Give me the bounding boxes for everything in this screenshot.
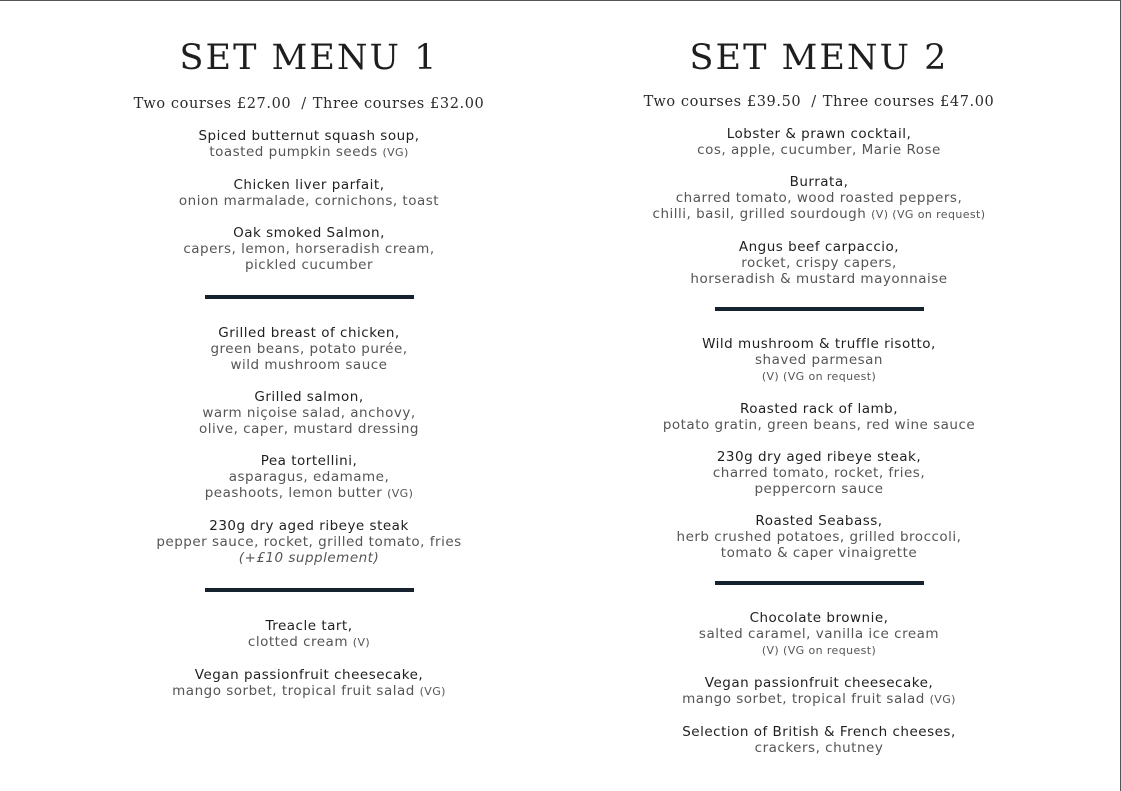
dish-name: Vegan passionfruit cheesecake, bbox=[704, 675, 934, 691]
menu-title: SET MENU 2 bbox=[689, 38, 949, 78]
dish-description-text: onion marmalade, cornichons, toast bbox=[178, 193, 440, 209]
dish-description bbox=[609, 142, 1029, 158]
dish-description-text: clotted cream bbox=[247, 634, 348, 650]
dish-name: Grilled salmon, bbox=[254, 389, 364, 405]
dish-description-text: capers, lemon, horseradish cream, bbox=[183, 241, 435, 257]
dish-name: Selection of British & French cheeses, bbox=[682, 724, 956, 740]
dish-description-text: chilli, basil, grilled sourdough bbox=[652, 206, 867, 222]
course-section bbox=[99, 128, 519, 273]
dish-description-text: mango sorbet, tropical fruit salad bbox=[682, 691, 925, 707]
dish-description-text: peppercorn sauce bbox=[754, 481, 884, 497]
dish-description bbox=[609, 271, 1029, 287]
dietary-tag: (VG) bbox=[382, 146, 409, 159]
dietary-tag: (V) bbox=[352, 636, 371, 649]
menu-title: SET MENU 1 bbox=[179, 38, 439, 78]
course-section bbox=[609, 610, 1029, 756]
dish-name: Spiced butternut squash soup, bbox=[198, 128, 420, 144]
dish-description bbox=[609, 545, 1029, 561]
price-separator: / bbox=[811, 94, 817, 110]
course-divider bbox=[715, 307, 924, 311]
course-section bbox=[609, 126, 1029, 287]
menu-prices bbox=[609, 92, 1029, 112]
three-course-price: Three courses £47.00 bbox=[822, 94, 995, 110]
dish-description bbox=[99, 421, 519, 437]
menu-dish bbox=[99, 177, 519, 209]
menu-dish bbox=[609, 174, 1029, 223]
dish-name: Angus beef carpaccio, bbox=[738, 239, 900, 255]
dish-description-text: wild mushroom sauce bbox=[230, 357, 388, 373]
dish-description bbox=[99, 341, 519, 357]
menu-dish bbox=[609, 336, 1029, 385]
dish-description bbox=[609, 368, 1029, 385]
dish-description bbox=[609, 626, 1029, 642]
dish-description-text: cos, apple, cucumber, Marie Rose bbox=[697, 142, 941, 158]
dish-description bbox=[609, 740, 1029, 756]
menu-dish bbox=[99, 325, 519, 373]
dietary-tag: (VG) bbox=[929, 693, 956, 706]
dish-description bbox=[609, 190, 1029, 206]
dish-description bbox=[609, 529, 1029, 545]
dish-description-text: toasted pumpkin seeds bbox=[209, 144, 378, 160]
course-section bbox=[609, 336, 1029, 561]
dietary-tag: (V) (VG on request) bbox=[761, 644, 877, 657]
menu-dish bbox=[609, 126, 1029, 158]
course-divider bbox=[205, 295, 414, 299]
two-course-price: Two courses £27.00 bbox=[133, 96, 292, 112]
course-divider bbox=[715, 581, 924, 585]
dish-description bbox=[99, 683, 519, 700]
dish-description-text: rocket, crispy capers, bbox=[741, 255, 897, 271]
dish-name: Wild mushroom & truffle risotto, bbox=[702, 336, 936, 352]
dish-name: Grilled breast of chicken, bbox=[218, 325, 400, 341]
menu-dish bbox=[99, 618, 519, 651]
dish-description-text: tomato & caper vinaigrette bbox=[720, 545, 918, 561]
dish-description-text: olive, caper, mustard dressing bbox=[199, 421, 419, 437]
dietary-tag: (V) (VG on request) bbox=[871, 208, 986, 221]
courses bbox=[99, 128, 519, 700]
dish-description-text: charred tomato, wood roasted peppers, bbox=[675, 190, 963, 206]
set-menu-1 bbox=[99, 36, 519, 700]
three-course-price: Three courses £32.00 bbox=[312, 96, 485, 112]
dish-description bbox=[609, 481, 1029, 497]
menu-dish bbox=[99, 128, 519, 161]
dish-description bbox=[99, 144, 519, 161]
course-divider bbox=[205, 588, 414, 592]
dish-description-text: horseradish & mustard mayonnaise bbox=[690, 271, 948, 287]
menu-dish bbox=[609, 449, 1029, 497]
dish-description bbox=[99, 534, 519, 550]
menu-dish bbox=[609, 610, 1029, 659]
dish-description-text: potato gratin, green beans, red wine sauce bbox=[662, 417, 976, 433]
dish-name: 230g dry aged ribeye steak bbox=[209, 518, 409, 534]
menu-dish bbox=[609, 401, 1029, 433]
dish-description bbox=[609, 352, 1029, 368]
dish-description bbox=[609, 206, 1029, 223]
menu-dish bbox=[99, 225, 519, 273]
dish-description-text: green beans, potato purée, bbox=[210, 341, 408, 357]
dish-name: Oak smoked Salmon, bbox=[233, 225, 385, 241]
dish-description bbox=[609, 642, 1029, 659]
menu-dish bbox=[609, 724, 1029, 756]
dish-description-text: crackers, chutney bbox=[754, 740, 884, 756]
dish-description-text: charred tomato, rocket, fries, bbox=[712, 465, 926, 481]
dish-name: Burrata, bbox=[789, 174, 849, 190]
dish-description-text: peashoots, lemon butter bbox=[204, 485, 383, 501]
dietary-tag: (VG) bbox=[419, 685, 446, 698]
dish-description-text: asparagus, edamame, bbox=[228, 469, 390, 485]
dish-description-text: warm niçoise salad, anchovy, bbox=[202, 405, 416, 421]
dish-description-text: mango sorbet, tropical fruit salad bbox=[172, 683, 415, 699]
dish-description bbox=[99, 469, 519, 485]
dish-description-text: herb crushed potatoes, grilled broccoli, bbox=[676, 529, 962, 545]
dish-name: Pea tortellini, bbox=[260, 453, 358, 469]
dish-description bbox=[99, 405, 519, 421]
dish-name: Roasted rack of lamb, bbox=[740, 401, 898, 417]
dish-description-text: shaved parmesan bbox=[755, 352, 883, 368]
course-section bbox=[99, 325, 519, 566]
price-separator: / bbox=[301, 96, 307, 112]
course-section bbox=[99, 618, 519, 700]
dish-description bbox=[609, 417, 1029, 433]
dish-name: Lobster & prawn cocktail, bbox=[726, 126, 912, 142]
two-course-price: Two courses £39.50 bbox=[643, 94, 802, 110]
price-supplement: (+£10 supplement) bbox=[238, 550, 380, 566]
menu-dish bbox=[609, 675, 1029, 708]
dish-description bbox=[609, 465, 1029, 481]
dish-name: Chicken liver parfait, bbox=[233, 177, 385, 193]
dish-description bbox=[609, 691, 1029, 708]
menu-dish bbox=[99, 518, 519, 566]
menu-dish bbox=[99, 389, 519, 437]
menu-dish bbox=[609, 513, 1029, 561]
dish-description bbox=[99, 193, 519, 209]
dish-name: Roasted Seabass, bbox=[755, 513, 883, 529]
dish-description bbox=[99, 485, 519, 502]
dish-name: Vegan passionfruit cheesecake, bbox=[194, 667, 424, 683]
dish-description bbox=[609, 255, 1029, 271]
dish-description bbox=[99, 257, 519, 273]
dish-description-text: pepper sauce, rocket, grilled tomato, fries bbox=[156, 534, 462, 550]
set-menu-2 bbox=[609, 36, 1029, 756]
dish-name: Treacle tart, bbox=[265, 618, 353, 634]
dish-name: 230g dry aged ribeye steak, bbox=[716, 449, 922, 465]
menu-prices bbox=[99, 94, 519, 114]
menu-dish bbox=[609, 239, 1029, 287]
dish-description bbox=[99, 241, 519, 257]
menu-dish bbox=[99, 453, 519, 502]
menu-dish bbox=[99, 667, 519, 700]
courses bbox=[609, 126, 1029, 756]
dish-description bbox=[99, 634, 519, 651]
dish-description bbox=[99, 357, 519, 373]
dish-name: Chocolate brownie, bbox=[749, 610, 889, 626]
dietary-tag: (V) (VG on request) bbox=[761, 370, 877, 383]
dietary-tag: (VG) bbox=[387, 487, 414, 500]
dish-description-text: salted caramel, vanilla ice cream bbox=[698, 626, 940, 642]
dish-description-text: pickled cucumber bbox=[244, 257, 373, 273]
